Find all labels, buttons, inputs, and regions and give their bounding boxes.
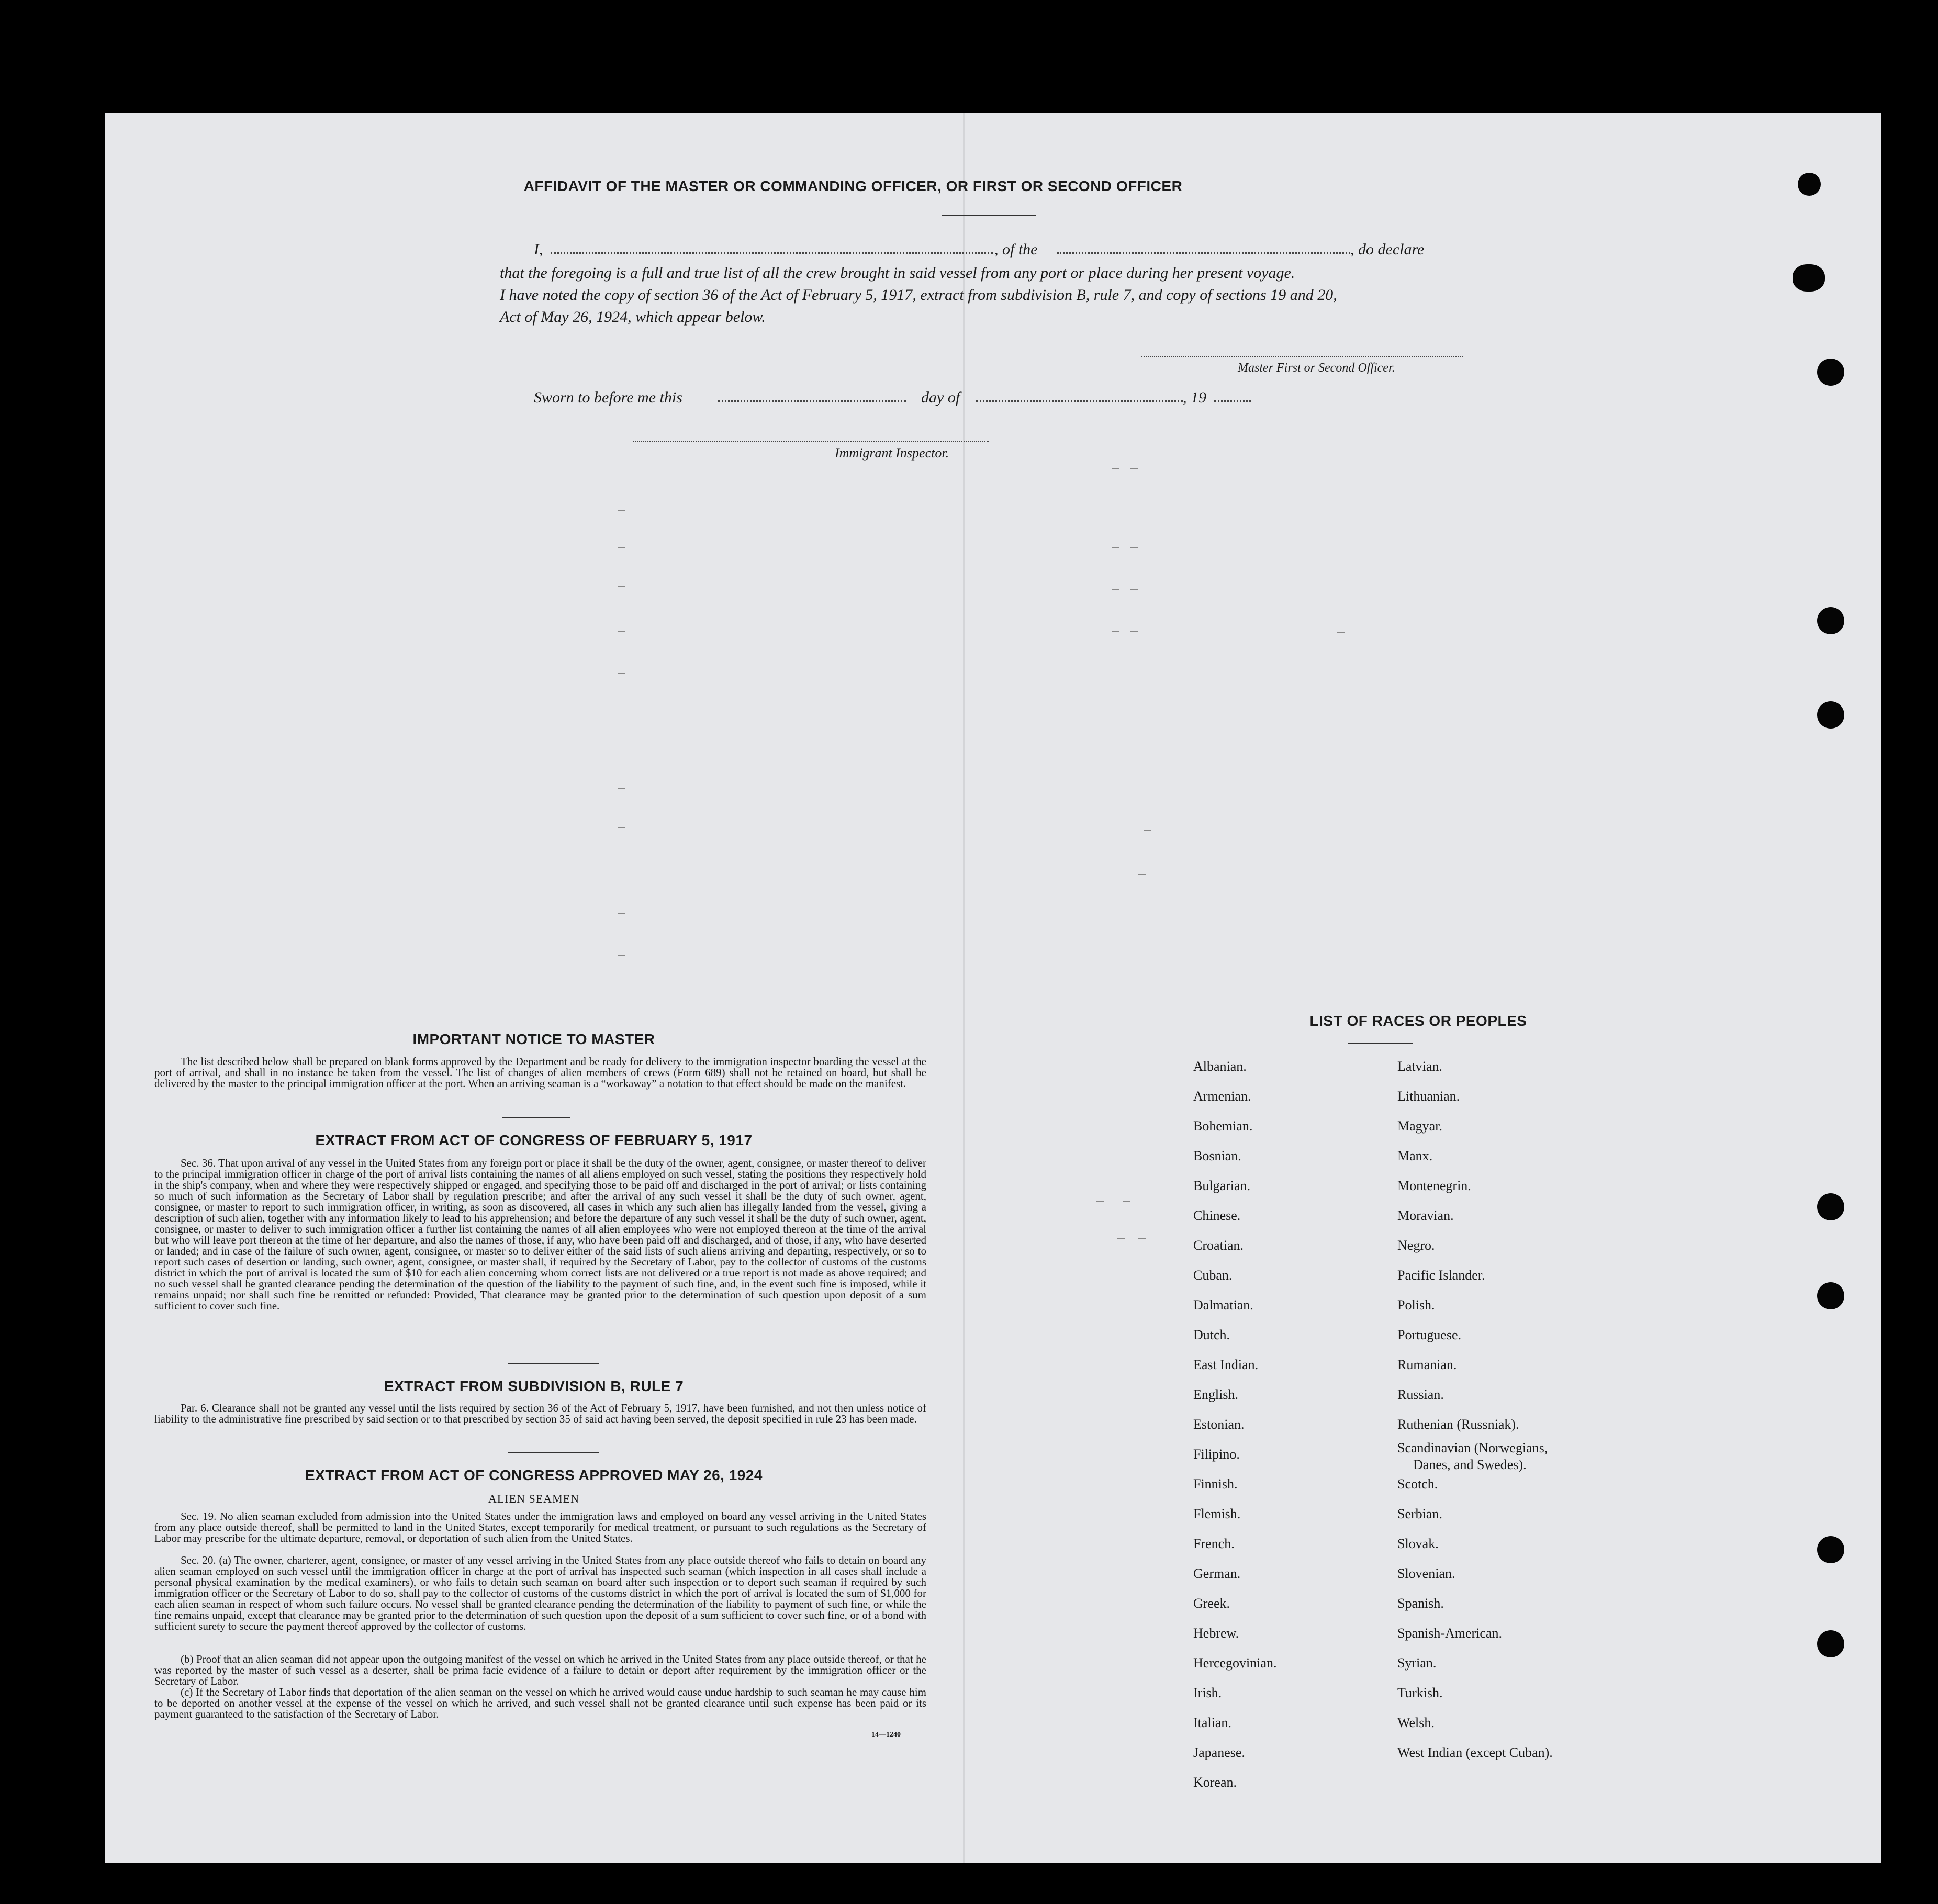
race-item: Manx. (1397, 1148, 1433, 1163)
race-item: Syrian. (1397, 1655, 1437, 1671)
sec-20a-body: Sec. 20. (a) The owner, charterer, agent, consignee, or master of any vessel arriving in the United States from any place outside thereof who fails to detain on board any alien seaman employed on such vessel until the immigration officer in charge at the port of arrival has inspected such seaman (which inspection in all cases shall include a personal physical examination by the medical examiners), or who fails to detain such seaman on board after such inspection or to deport such seaman if required by such immigration officer or the Secretary of Labor to do so, shall pay to the collector of customs of the customs district in which the port of arrival is located the sum of $1,000 for each alien seaman in respect of whom such failure occurs. No vessel shall be granted clearance pending the determination of the liability to payment of such fine, or while the fine remains unpaid, except that clearance may be granted prior to the determination of such question upon the deposit of a sum sufficient to cover such fine, or of a bond with sufficient surety to secure the payment thereof approved by the collector of customs. (154, 1554, 926, 1632)
race-item: Hercegovinian. (1193, 1655, 1277, 1671)
punch-hole (1817, 701, 1844, 729)
race-item: Danes, and Swedes). (1413, 1457, 1527, 1472)
notice-body: The list described below shall be prepared on blank forms approved by the Department and be ready for delivery to the immigration inspector boarding the vessel at the port of arrival, and shall in no instance be taken from the vessel. The list of changes of alien members of crews (Form 689) shall not be retained on board, but shall be delivered by the master to the principal immigration officer at the port. When an arriving seaman is a “workaway” a notation to that effect should be made on the manifest. (154, 1055, 926, 1090)
fold-line (963, 113, 965, 1863)
section-divider (508, 1452, 599, 1453)
title-underline (942, 215, 1036, 216)
scan-mark (1112, 631, 1119, 632)
race-item: Serbian. (1397, 1506, 1442, 1521)
race-item: Estonian. (1193, 1417, 1245, 1432)
race-item: Portuguese. (1397, 1327, 1462, 1342)
sec-19-body: Sec. 19. No alien seaman excluded from admission into the United States under the immigration laws and employed on board any vessel arriving in the United States from any place outside thereof, shall be permitted to land in the United States, except temporarily for medical treatment, or pursuant to such regulations as the Secretary of Labor may prescribe for the ultimate departure, removal, or deportation of such alien from the United States. (154, 1510, 926, 1544)
declarant-name-field[interactable] (551, 252, 993, 254)
extract-1917-title: EXTRACT FROM ACT OF CONGRESS OF FEBRUARY 5, 1917 (315, 1132, 753, 1148)
punch-hole (1793, 264, 1825, 292)
punch-hole (1817, 359, 1844, 386)
race-item: German. (1193, 1566, 1241, 1581)
race-item: Slovak. (1397, 1536, 1439, 1551)
race-item: Pacific Islander. (1397, 1268, 1485, 1283)
of-the-label: , of the (994, 241, 1038, 258)
race-item: Slovenian. (1397, 1566, 1455, 1581)
race-item: Irish. (1193, 1685, 1222, 1700)
scan-mark (618, 788, 625, 789)
scan-mark (1130, 547, 1138, 548)
sworn-day-field[interactable] (718, 400, 906, 402)
punch-hole (1817, 1282, 1844, 1309)
race-item: Bosnian. (1193, 1148, 1241, 1163)
declarant-label: I, (534, 241, 543, 258)
scan-mark (618, 955, 625, 956)
race-item: Rumanian. (1397, 1357, 1457, 1372)
race-item: Latvian. (1397, 1059, 1442, 1074)
punch-hole (1817, 1193, 1844, 1220)
sworn-month-field[interactable] (976, 400, 1183, 402)
vessel-name-field[interactable] (1057, 252, 1350, 254)
race-item: West Indian (except Cuban). (1397, 1745, 1553, 1760)
year-label: , 19 (1183, 389, 1206, 406)
sec-20b-body: (b) Proof that an alien seaman did not appear upon the outgoing manifest of the vessel on which he arrived in the United States from any place outside thereof, or that he was reported by the master of such vessel as a deserter, shall be prima facie evidence of a failure to detain or deport after requirement by the immigration officer or the Secretary of Labor. (154, 1653, 926, 1687)
scan-mark (618, 510, 625, 511)
scan-mark (1337, 632, 1345, 633)
inspector-signature-line[interactable] (633, 441, 989, 442)
race-item: Dalmatian. (1193, 1297, 1253, 1313)
race-item: Greek. (1193, 1596, 1230, 1611)
race-item: Polish. (1397, 1297, 1435, 1313)
punch-hole (1817, 607, 1844, 634)
alien-seamen-subtitle: ALIEN SEAMEN (488, 1492, 579, 1505)
sworn-label: Sworn to before me this (534, 389, 682, 406)
race-item: Filipino. (1193, 1447, 1240, 1462)
race-item: Bulgarian. (1193, 1178, 1251, 1193)
scan-mark (618, 586, 625, 587)
sworn-line (534, 389, 1371, 408)
scan-mark (1096, 1201, 1104, 1202)
race-item: Japanese. (1193, 1745, 1245, 1760)
race-item: Chinese. (1193, 1208, 1241, 1223)
race-item: Cuban. (1193, 1268, 1233, 1283)
punch-hole (1798, 173, 1821, 196)
affidavit-title: AFFIDAVIT OF THE MASTER OR COMMANDING OFFICER, OR FIRST OR SECOND OFFICER (523, 178, 1183, 194)
races-title: LIST OF RACES OR PEOPLES (1309, 1013, 1527, 1029)
race-item: Ruthenian (Russniak). (1397, 1417, 1519, 1432)
race-item: Bohemian. (1193, 1118, 1253, 1134)
master-signature-line[interactable] (1141, 356, 1463, 357)
punch-hole (1817, 1630, 1844, 1657)
race-item: Korean. (1193, 1775, 1237, 1790)
affidavit-line-1 (534, 241, 1601, 260)
race-item: Finnish. (1193, 1476, 1238, 1492)
scan-mark (1138, 1238, 1146, 1239)
master-caption: Master First or Second Officer. (1238, 361, 1395, 375)
extract-1917-body: Sec. 36. That upon arrival of any vessel in the United States from any foreign port or place it shall be the duty of the owner, agent, consignee, or master thereof to deliver to the principal immigration officer in charge of the port of arrival lists containing the names of all aliens employed on such vessel, stating the positions they respectively hold in the ship's company, when and where they were respectively shipped or engaged, and specifying those to be paid off and discharged in the port of arrival; or lists containing so much of such information as the Secretary of Labor shall by regulation prescribe; and after the arrival of any such vessel it shall be the duty of such owner, agent, consignee, or master to report to such immigration officer, in writing, as soon as discovered, all cases in which any such alien has illegally landed from the vessel, giving a description of such alien, together with any information likely to lead to his apprehension; and before the departure of any such vessel it shall be the duty of such owner, agent, consignee, or master to deliver to such immigration officer a further list containing the names of all alien employees who were not employed thereon at the time of the arrival but who will leave port thereon at the time of her departure, and also the names of those, if any, who have been paid off and discharged, and of those, if any, who have deserted or landed; and in case of the failure of such owner, agent, consignee, or master so to deliver either of the said lists of such aliens arriving and departing, respectively, or so to report such cases of desertion or landing, such owner, agent, consignee, or master shall, if required by the Secretary of Labor, pay to the collector of customs of the customs district in which the port of arrival is located the sum of $10 for each alien concerning whom correct lists are not delivered or a true report is not made as above required; and no such vessel shall be granted clearance pending the determination of the question of the liability to the payment of such fine, and, in the event such fine is imposed, while it remains unpaid; nor shall such fine be remitted or refunded: Provided, That clearance may be granted prior to the determination of such question upon deposit of a sum sufficient to cover such fine. (154, 1157, 926, 1312)
race-item: Scotch. (1397, 1476, 1438, 1492)
affidavit-line-2: that the foregoing is a full and true list of all the crew brought in said vessel from any port or place during her present voyage. (500, 264, 1295, 282)
race-item: French. (1193, 1536, 1235, 1551)
race-item: Spanish-American. (1397, 1626, 1503, 1641)
race-item: Albanian. (1193, 1059, 1247, 1074)
sworn-year-field[interactable] (1214, 400, 1251, 402)
notice-title: IMPORTANT NOTICE TO MASTER (412, 1031, 655, 1047)
race-item: Scandinavian (Norwegians, (1397, 1440, 1548, 1455)
extract-1924-title: EXTRACT FROM ACT OF CONGRESS APPROVED MAY 26, 1924 (305, 1467, 763, 1483)
scan-mark (618, 547, 625, 548)
scan-mark (1112, 468, 1119, 469)
scan-mark (1144, 830, 1151, 831)
scan-mark (1130, 468, 1138, 469)
race-item: Armenian. (1193, 1089, 1251, 1104)
race-item: Welsh. (1397, 1715, 1435, 1730)
scan-mark (618, 673, 625, 674)
scan-mark (618, 827, 625, 828)
scan-mark (1123, 1201, 1130, 1202)
section-divider (502, 1117, 570, 1118)
race-item: Spanish. (1397, 1596, 1444, 1611)
punch-hole (1817, 1536, 1844, 1563)
day-of-label: day of (921, 389, 960, 406)
sec-20c-body: (c) If the Secretary of Labor finds that deportation of the alien seaman on the vessel on which he arrived would cause undue hardship to such seaman he may cause him to be deported on another vessel at the expense of the vessel on which he arrived, and such vessel shall not be granted clearance until such expense has been paid or its payment guaranteed to the satisfaction of the Secretary of Labor. (154, 1686, 926, 1720)
document-sheet (105, 113, 1881, 1863)
scan-mark (1112, 547, 1119, 548)
races-title-underline (1348, 1043, 1413, 1044)
declare-label: , do declare (1350, 241, 1425, 258)
race-item: Turkish. (1397, 1685, 1443, 1700)
race-item: Hebrew. (1193, 1626, 1239, 1641)
affidavit-line-3: I have noted the copy of section 36 of the Act of February 5, 1917, extract from subdivision B, rule 7, and copy of sections 19 and 20, (500, 286, 1337, 304)
scan-mark (1130, 589, 1138, 590)
form-number: 14—1240 (871, 1731, 901, 1739)
race-item: Russian. (1397, 1387, 1444, 1402)
scan-mark (618, 913, 625, 914)
scan-mark (1112, 589, 1119, 590)
race-item: Croatian. (1193, 1238, 1244, 1253)
affidavit-line-4: Act of May 26, 1924, which appear below. (500, 308, 766, 326)
subdivision-b-title: EXTRACT FROM SUBDIVISION B, RULE 7 (384, 1378, 684, 1394)
race-item: Negro. (1397, 1238, 1435, 1253)
scan-mark (1138, 874, 1146, 875)
section-divider (508, 1363, 599, 1364)
race-item: English. (1193, 1387, 1238, 1402)
race-item: Lithuanian. (1397, 1089, 1460, 1104)
inspector-caption: Immigrant Inspector. (835, 445, 949, 461)
race-item: Dutch. (1193, 1327, 1230, 1342)
subdivision-b-body: Par. 6. Clearance shall not be granted any vessel until the lists required by section 36 of the Act of February 5, 1917, have been furnished, and not then unless notice of liability to the administrative fine prescribed by said section or to that prescribed by section 35 of said act having been served, the deposit specified in rule 23 has been made. (154, 1402, 926, 1425)
race-item: Flemish. (1193, 1506, 1241, 1521)
race-item: Magyar. (1397, 1118, 1442, 1134)
scan-mark (1117, 1238, 1125, 1239)
race-item: Montenegrin. (1397, 1178, 1471, 1193)
race-item: Moravian. (1397, 1208, 1454, 1223)
race-item: Italian. (1193, 1715, 1231, 1730)
scan-mark (618, 631, 625, 632)
race-item: East Indian. (1193, 1357, 1259, 1372)
scan-mark (1130, 631, 1138, 632)
